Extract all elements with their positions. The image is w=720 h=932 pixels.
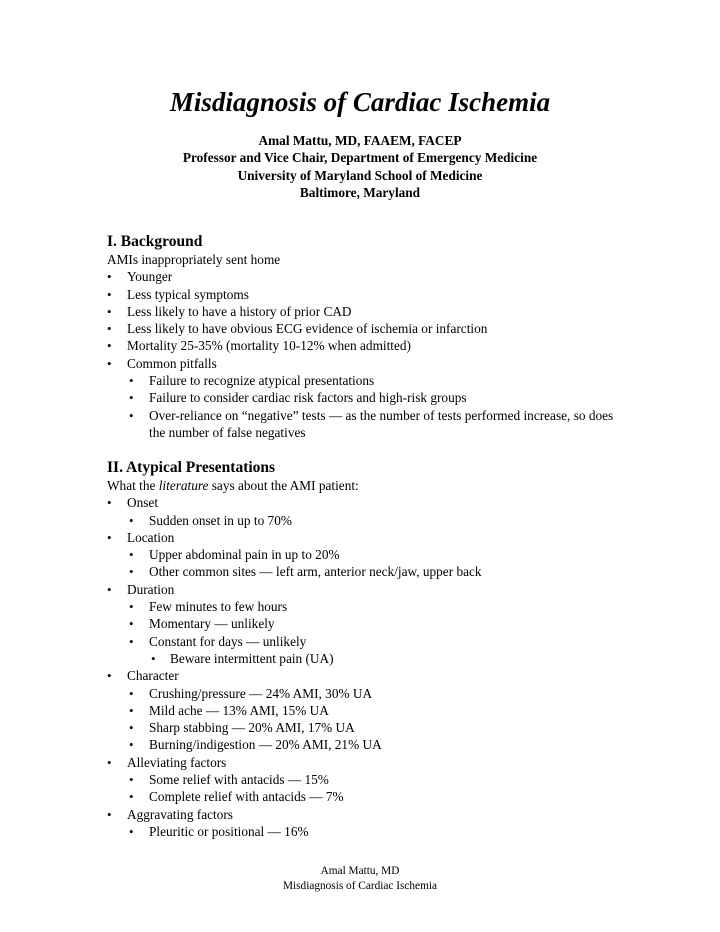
list-item: • Few minutes to few hours	[129, 599, 288, 615]
list-item: • Duration • Few minutes to few hours • Momentary — unlikely • Constant for days — unlikely • Beware intermittent pain (UA)	[107, 581, 627, 667]
sub-list	[127, 598, 627, 667]
section-atypical	[107, 458, 627, 840]
list-item: • Constant for days — unlikely • Beware intermittent pain (UA)	[127, 633, 627, 668]
list-item: • Character • Crushing/pressure — 24% AMI, 30% UA • Mild ache — 13% AMI, 15% UA • Sharp stabbing — 20% AMI, 17% UA • Burning/indigestion — 20% AMI, 21% UA	[107, 667, 627, 753]
list-item: • Mild ache — 13% AMI, 15% UA	[129, 702, 329, 718]
list-item: • Crushing/pressure — 24% AMI, 30% UA	[129, 685, 373, 701]
list-item: • Common pitfalls • Failure to recognize atypical presentations • Failure to consider cardiac risk factors and high-risk groups • Over-reliance on “negative” tests — as the number of tests performed increase, so does the number of false negatives	[107, 355, 627, 441]
bullet-icon: •	[107, 495, 112, 511]
bullet-icon: •	[129, 737, 134, 753]
bullet-icon: •	[129, 789, 134, 805]
list-item: • Less typical symptoms	[107, 286, 249, 302]
list-item: • Complete relief with antacids — 7%	[129, 789, 344, 805]
list-item: • Sharp stabbing — 20% AMI, 17% UA	[129, 720, 355, 736]
section-intro: What the literature says about the AMI patient:	[107, 478, 359, 493]
bullet-icon: •	[107, 754, 112, 770]
document-title: Misdiagnosis of Cardiac Ischemia	[169, 87, 551, 117]
bullet-icon: •	[129, 702, 134, 718]
bullet-icon: •	[107, 303, 112, 319]
list-item: • Pleuritic or positional — 16%	[129, 823, 309, 839]
list-item: • Upper abdominal pain in up to 20%	[129, 547, 340, 563]
list-item: • Momentary — unlikely	[129, 616, 275, 632]
section-heading: I. Background	[107, 233, 203, 250]
list-item: • Less likely to have a history of prior CAD	[107, 303, 352, 319]
list-item: • Location • Upper abdominal pain in up to 20% • Other common sites — left arm, anterior neck/jaw, upper back	[107, 529, 627, 581]
list-item: • Less likely to have obvious ECG evidence of ischemia or infarction	[107, 321, 488, 337]
bullet-icon: •	[107, 321, 112, 337]
bullet-list	[107, 494, 627, 840]
bullet-icon: •	[129, 390, 134, 406]
author-block	[0, 132, 720, 201]
list-item: • Sudden onset in up to 70%	[129, 512, 292, 528]
list-item: • Alleviating factors • Some relief with antacids — 15% • Complete relief with antacids — 7%	[107, 754, 627, 806]
bullet-icon: •	[129, 720, 134, 736]
bullet-list	[107, 268, 627, 441]
bullet-icon: •	[107, 286, 112, 302]
bullet-icon: •	[107, 668, 112, 684]
sub-list	[149, 650, 627, 667]
bullet-icon: •	[107, 581, 112, 597]
list-item: • Over-reliance on “negative” tests — as the number of tests performed increase, so does the number of false negatives	[129, 407, 614, 440]
bullet-icon: •	[129, 616, 134, 632]
sub-list	[127, 512, 627, 529]
bullet-icon: •	[129, 512, 134, 528]
bullet-icon: •	[107, 806, 112, 822]
bullet-icon: •	[129, 633, 134, 649]
page-footer	[0, 864, 720, 893]
bullet-icon: •	[107, 269, 112, 285]
bullet-icon: •	[129, 564, 134, 580]
list-item: • Aggravating factors • Pleuritic or positional — 16%	[107, 806, 627, 841]
bullet-icon: •	[129, 373, 134, 389]
bullet-icon: •	[129, 772, 134, 788]
footer-title: Misdiagnosis of Cardiac Ischemia	[282, 879, 438, 892]
author-position: Professor and Vice Chair, Department of Emergency Medicine	[182, 150, 538, 166]
bullet-icon: •	[129, 823, 134, 839]
bullet-icon: •	[151, 650, 156, 666]
list-item: • Burning/indigestion — 20% AMI, 21% UA	[129, 737, 382, 753]
bullet-icon: •	[129, 599, 134, 615]
bullet-icon: •	[107, 355, 112, 371]
bullet-icon: •	[107, 338, 112, 354]
bullet-icon: •	[129, 547, 134, 563]
list-item: • Some relief with antacids — 15%	[129, 772, 329, 788]
list-item: • Other common sites — left arm, anterior neck/jaw, upper back	[129, 564, 482, 580]
sub-list	[127, 823, 627, 840]
author-institution: University of Maryland School of Medicine	[237, 167, 483, 183]
author-name: Amal Mattu, MD, FAAEM, FACEP	[258, 133, 462, 148]
bullet-icon: •	[129, 407, 134, 423]
section-background	[107, 232, 627, 441]
list-item: • Beware intermittent pain (UA)	[151, 650, 334, 666]
sub-list	[127, 685, 627, 754]
sub-list	[127, 771, 627, 806]
sub-list	[127, 546, 627, 581]
bullet-icon: •	[107, 529, 112, 545]
list-item: • Failure to recognize atypical presentations	[129, 373, 375, 389]
section-intro: AMIs inappropriately sent home	[107, 252, 281, 267]
list-item: • Failure to consider cardiac risk factors and high-risk groups	[129, 390, 467, 406]
sub-list	[127, 372, 627, 441]
list-item: • Younger	[107, 269, 173, 285]
bullet-icon: •	[129, 685, 134, 701]
list-item: • Mortality 25-35% (mortality 10-12% when admitted)	[107, 338, 411, 354]
author-location: Baltimore, Maryland	[299, 184, 421, 200]
list-item: • Onset • Sudden onset in up to 70%	[107, 494, 627, 529]
footer-author: Amal Mattu, MD	[320, 865, 400, 877]
section-heading: II. Atypical Presentations	[107, 459, 276, 476]
